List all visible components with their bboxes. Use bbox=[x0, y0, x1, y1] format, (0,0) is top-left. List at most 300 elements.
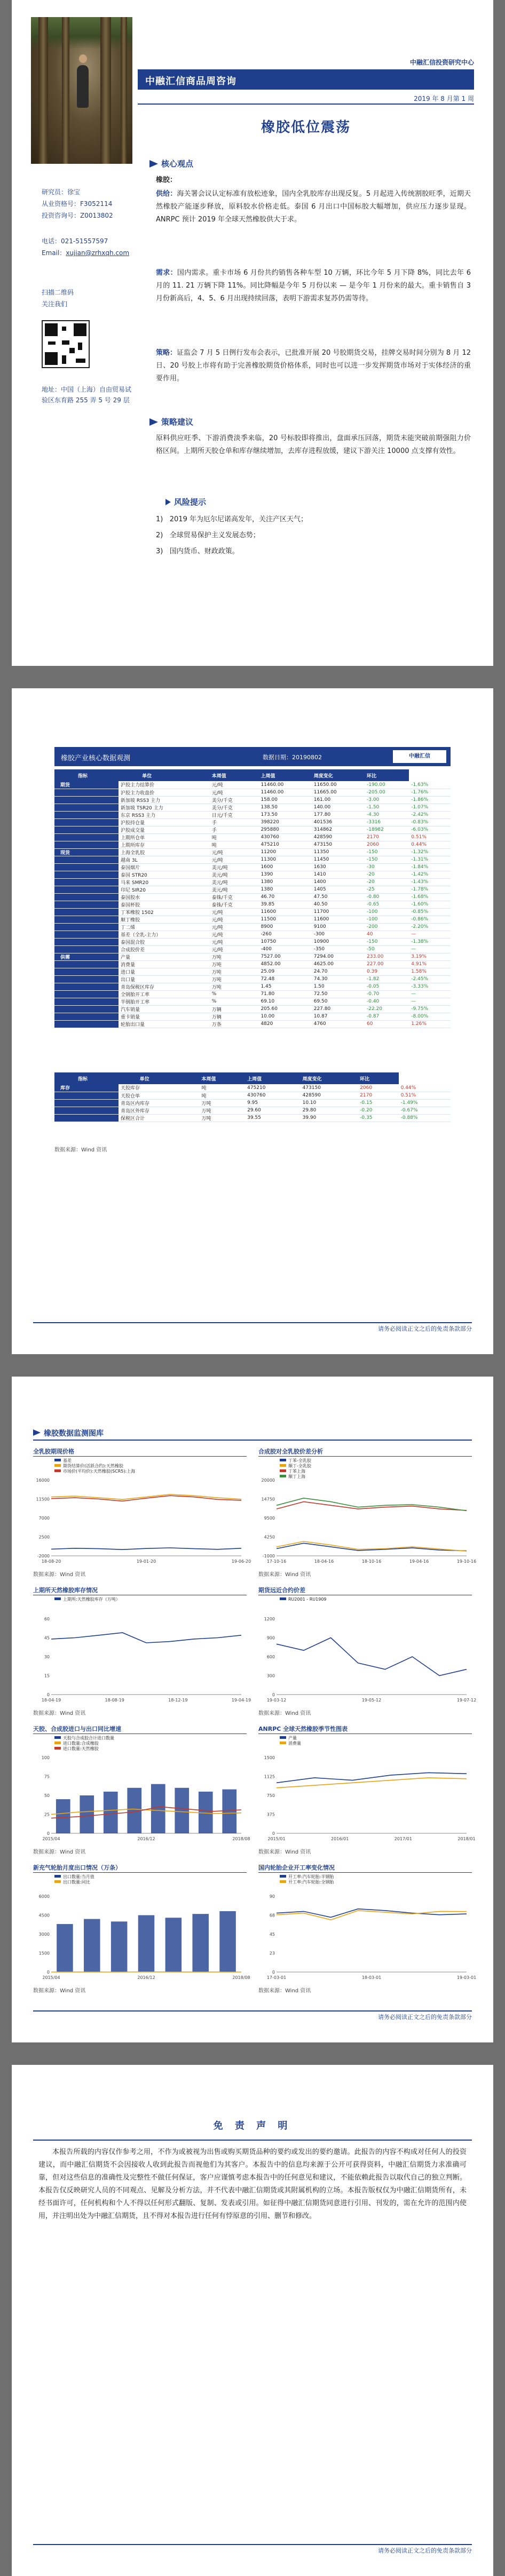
cell-prev: 401536 bbox=[312, 818, 365, 826]
bar bbox=[56, 1799, 70, 1833]
chart bbox=[258, 1724, 476, 1855]
cell-chg: 40 bbox=[365, 931, 409, 938]
cell-chg: -1.50 bbox=[365, 804, 409, 811]
cell-chg: 60 bbox=[365, 1020, 409, 1028]
cell-pct: -1.63% bbox=[409, 781, 451, 789]
cell-pct: -0.83% bbox=[409, 818, 451, 826]
category-cell bbox=[54, 1099, 76, 1107]
x-tick-label: 2016/12 bbox=[137, 1975, 155, 1980]
demand-paragraph: 需求：国内需求。重卡市场 6 月份共约销售各种车型 10 万辆，环比今年 5 月下降 8%，同比去年 6 月的 11. 21 万辆下降 11%。同比降幅是今年 5 月份以来 — 是今年 1 月份来的最大。重卡销售自 3 月份新高后，4、5、6 月出现持续回落，表明下游需求复苏仍需等待。 bbox=[156, 269, 471, 303]
cell-name: 东京 RSS3 主力 bbox=[119, 811, 210, 818]
qr-caption-2: 关注我们 bbox=[42, 300, 68, 308]
cell-cur: -400 bbox=[258, 945, 311, 953]
table-row bbox=[54, 856, 451, 863]
category-cell bbox=[54, 841, 76, 848]
x-tick-label: 18-12-19 bbox=[168, 1698, 188, 1703]
cell-pct: 0.44% bbox=[399, 1084, 451, 1092]
chart bbox=[33, 1447, 251, 1578]
cell-pct: -1.07% bbox=[409, 804, 451, 811]
cell-chg: -100 bbox=[365, 908, 409, 916]
cell-pct: -0.86% bbox=[409, 916, 451, 923]
divider bbox=[33, 2544, 472, 2545]
x-tick-label: 18-10-16 bbox=[361, 1559, 382, 1564]
y-tick-label: 9500 bbox=[264, 1516, 275, 1521]
cell-name: 轮胎出口量 bbox=[119, 1020, 210, 1028]
cell-unit: 元/吨 bbox=[210, 945, 259, 953]
cell-pct: -1.43% bbox=[409, 878, 451, 886]
category-cell bbox=[54, 923, 76, 931]
cell-name: 上期所仓单 bbox=[119, 833, 210, 841]
cell-pct: -1.86% bbox=[409, 796, 451, 804]
y-tick-label: 11500 bbox=[36, 1497, 50, 1502]
cell-name: 青岛区外库存 bbox=[119, 1107, 200, 1114]
page-footer: 请务必阅读正文之后的免责条款部分 bbox=[378, 2014, 472, 2021]
cell-name: 合成胶价差 bbox=[119, 945, 210, 953]
table-row bbox=[54, 841, 451, 848]
table-row bbox=[54, 1013, 451, 1020]
cell-pct: -2.20% bbox=[409, 923, 451, 931]
legend-swatch bbox=[54, 1464, 61, 1467]
cell-name: 天胶仓单 bbox=[119, 1092, 200, 1099]
cell-chg: -0.80 bbox=[365, 893, 409, 901]
strategy-heading: 策略建议 bbox=[149, 416, 193, 427]
issue-date: 2019 年 8 月第 1 周 bbox=[414, 95, 474, 102]
cell-pct: -8.00% bbox=[409, 1013, 451, 1020]
divider bbox=[33, 1322, 472, 1323]
cell-chg: -100 bbox=[365, 916, 409, 923]
cell-chg: -0.65 bbox=[365, 901, 409, 908]
table-row bbox=[54, 863, 451, 871]
table-row bbox=[54, 781, 451, 789]
cell-name: 沪胶主力收盘价 bbox=[119, 789, 210, 796]
cell-chg: -150 bbox=[365, 848, 409, 856]
cell-unit: 万吨 bbox=[210, 953, 259, 960]
table-header-bar bbox=[54, 747, 451, 766]
cell-prev: 473150 bbox=[301, 1084, 358, 1092]
cell-chg: -0.20 bbox=[358, 1107, 398, 1114]
cell-prev: 72.50 bbox=[312, 990, 365, 998]
chart-source: 数据来源：Wind 资讯 bbox=[258, 1849, 311, 1855]
legend-label: RU2001 - RU1909 bbox=[288, 1597, 327, 1602]
cell-chg: 2170 bbox=[358, 1092, 398, 1099]
cell-prev: 11600 bbox=[312, 916, 365, 923]
cell-chg: 2170 bbox=[365, 833, 409, 841]
legend-swatch bbox=[54, 1736, 61, 1739]
cell-cur: 71.80 bbox=[258, 990, 311, 998]
disclaimer-text: 本报告所载的内容仅作参考之用，不作为或被视为出售或购买期货品种的要约或发出的要约邀请。此报告的内容不构成对任何人的投资建议，而中融汇信期货不会因接收人收到此报告而视他们为其客户。本报告中的信息均来源于公开可获得资料，中融汇信期货力求准确可靠，但对这些信息的准确性及完整性不做任何保证，客户应谨慎考虑本报告中的任何意见和建议，不能依赖此报告以取代自己的独立判断。本报告仅反映研究人员的不同观点、见解及分析方法，并不代表中融汇信期货或其附属机构的立场。本报告版权仅为中融汇信期货所有，未经书面许可，任何机构和个人不得以任何形式翻版、复制、发表或引用。如征得中融汇信期货同意进行引用、刊发的，需在允许的范围内使用，并注明出处为中融汇信期货，且不得对本报告进行任何有悖原意的引用、删节和修改。 bbox=[38, 2148, 467, 2220]
cell-chg: -0.35 bbox=[358, 1114, 398, 1122]
cell-chg: -0.87 bbox=[365, 1013, 409, 1020]
cell-name: 青岛区内库存 bbox=[119, 1099, 200, 1107]
legend-label: 顺丁上海 bbox=[288, 1474, 305, 1479]
cell-cur: 475210 bbox=[258, 841, 311, 848]
bar bbox=[138, 1915, 155, 1973]
legend-swatch bbox=[280, 1880, 286, 1883]
cell-chg: 233.00 bbox=[365, 953, 409, 960]
cell-cur: 295880 bbox=[258, 826, 311, 833]
logo: 中融汇信 bbox=[393, 750, 446, 763]
cell-chg: -150 bbox=[365, 856, 409, 863]
cell-name: 基差（全乳-主力） bbox=[119, 931, 210, 938]
cell-prev: 9100 bbox=[312, 923, 365, 931]
cell-cur: 46.70 bbox=[258, 893, 311, 901]
cell-prev: -350 bbox=[312, 945, 365, 953]
y-tick-label: 50 bbox=[44, 1793, 50, 1798]
y-tick-label: -2000 bbox=[37, 1554, 50, 1559]
table-row bbox=[54, 811, 451, 818]
bar bbox=[222, 1790, 236, 1833]
legend-label: 基差 bbox=[63, 1458, 72, 1463]
y-tick-label: 23 bbox=[269, 1951, 275, 1956]
x-tick-label: 19-01-20 bbox=[136, 1559, 156, 1564]
rubber-label: 橡胶： bbox=[156, 176, 177, 184]
table-row bbox=[54, 960, 451, 968]
cell-cur: 11600 bbox=[258, 908, 311, 916]
category-cell bbox=[54, 968, 76, 975]
cell-prev: 11650.00 bbox=[312, 781, 365, 789]
cell-name: 保税区合计 bbox=[119, 1114, 200, 1122]
cell-cur: 39.85 bbox=[258, 901, 311, 908]
table-row bbox=[54, 916, 451, 923]
y-tick-label: 1200 bbox=[264, 1617, 275, 1621]
table-row bbox=[54, 833, 451, 841]
legend-label: 消费量 bbox=[288, 1741, 301, 1746]
cell-prev: 1400 bbox=[312, 878, 365, 886]
cell-prev: 1405 bbox=[312, 886, 365, 893]
cell-unit: 元/吨 bbox=[210, 856, 259, 863]
cell-chg: -0.40 bbox=[365, 998, 409, 1005]
x-tick-label: 2018/01 bbox=[457, 1836, 476, 1841]
y-tick-label: 25 bbox=[44, 1812, 50, 1817]
cell-name: 半钢胎开工率 bbox=[119, 998, 210, 1005]
y-tick-label: 0 bbox=[272, 1692, 275, 1697]
cell-unit: 万辆 bbox=[210, 1005, 259, 1013]
cell-prev: -300 bbox=[312, 931, 365, 938]
cell-unit: 万吨 bbox=[200, 1107, 246, 1114]
category-cell bbox=[54, 826, 76, 833]
cell-unit: 泰铢/千克 bbox=[210, 893, 259, 901]
cell-unit: 万吨 bbox=[200, 1114, 246, 1122]
y-tick-label: 300 bbox=[266, 1673, 275, 1679]
chart-svg bbox=[258, 1734, 476, 1846]
cell-pct: -1.68% bbox=[409, 893, 451, 901]
data-date: 数据日期：20190802 bbox=[263, 754, 322, 761]
category-cell bbox=[54, 1107, 76, 1114]
cell-pct: -1.38% bbox=[409, 938, 451, 945]
cell-cur: 11300 bbox=[258, 856, 311, 863]
cell-cur: 25.09 bbox=[258, 968, 311, 975]
chart bbox=[33, 1724, 250, 1855]
series-line bbox=[277, 1543, 467, 1551]
x-tick-label: 18-04-16 bbox=[314, 1559, 334, 1564]
x-tick-label: 18-03-01 bbox=[361, 1975, 382, 1980]
x-tick-label: 19-03-12 bbox=[266, 1698, 287, 1703]
cell-chg: -205.00 bbox=[365, 789, 409, 796]
cell-cur: 29.60 bbox=[245, 1107, 301, 1114]
chart bbox=[33, 1863, 250, 1994]
cell-name: 上期所库存 bbox=[119, 841, 210, 848]
page-4 bbox=[12, 2065, 493, 2576]
chart-title: 天胶、合成胶进口与出口同比增速 bbox=[33, 1724, 247, 1734]
cell-name: 泰国 STR20 bbox=[119, 871, 210, 878]
cell-chg: -0.70 bbox=[365, 990, 409, 998]
legend-label: 顺丁-全乳胶 bbox=[288, 1464, 311, 1468]
x-tick-label: 19-06-20 bbox=[231, 1559, 251, 1564]
chart-title: 期货远近合约价差 bbox=[258, 1586, 472, 1595]
cell-cur: 4820 bbox=[258, 1020, 311, 1028]
cell-name: 进口量 bbox=[119, 968, 210, 975]
legend-swatch bbox=[54, 1597, 61, 1600]
strategy-detail: 原料供应旺季、下游消费淡季来临，20 号标胶即将推出，盘面承压回落，期货未能突破前期强阻力价格区间。上期所天胶仓单和库存继续增加，去库存进程放缓，建议下游关注 10000 点支撑有效性。 bbox=[156, 434, 471, 455]
cell-chg: -1.82 bbox=[365, 975, 409, 983]
chart-source: 数据来源：Wind 资讯 bbox=[258, 1711, 311, 1716]
cell-unit: 万吨 bbox=[210, 960, 259, 968]
cell-pct: -3.33% bbox=[409, 983, 451, 990]
category-cell bbox=[54, 945, 76, 953]
cell-cur: 205.60 bbox=[258, 1005, 311, 1013]
cell-prev: 161.00 bbox=[312, 796, 365, 804]
cell-prev: 4760 bbox=[312, 1020, 365, 1028]
series-line bbox=[51, 1548, 241, 1549]
category-cell bbox=[54, 916, 76, 923]
cell-unit: 吨 bbox=[200, 1092, 246, 1099]
cell-pct: — bbox=[409, 945, 451, 953]
cell-prev: 227.80 bbox=[312, 1005, 365, 1013]
cell-prev: 7294.00 bbox=[312, 953, 365, 960]
y-tick-label: 0 bbox=[272, 1970, 275, 1975]
email-link[interactable]: xujian@zrhxqh.com bbox=[66, 249, 130, 257]
cell-chg: -190.00 bbox=[365, 781, 409, 789]
cell-pct: -0.88% bbox=[399, 1114, 451, 1122]
cell-pct: -1.78% bbox=[409, 886, 451, 893]
cell-prev: 29.80 bbox=[301, 1107, 358, 1114]
y-tick-label: 16000 bbox=[36, 1478, 50, 1483]
bar bbox=[175, 1788, 189, 1833]
cell-cur: 4852.00 bbox=[258, 960, 311, 968]
cell-chg: -150 bbox=[365, 938, 409, 945]
legend-label: 开工率:汽车轮胎:半钢胎 bbox=[288, 1874, 334, 1879]
cell-unit: 万条 bbox=[210, 1020, 259, 1028]
cell-chg: -200 bbox=[365, 923, 409, 931]
qr-caption: 扫描二维码 bbox=[42, 289, 74, 296]
cell-name: 泰国胶水 bbox=[119, 893, 210, 901]
inventory-table bbox=[54, 1072, 451, 1122]
cell-prev: 11665.00 bbox=[312, 789, 365, 796]
table-title: 橡胶产业核心数据观测 bbox=[61, 754, 131, 762]
cell-unit: 元/吨 bbox=[210, 789, 259, 796]
cell-name: 汽车销量 bbox=[119, 1005, 210, 1013]
page-1 bbox=[12, 0, 493, 666]
cell-name: 越南 3L bbox=[119, 856, 210, 863]
cell-chg: -4.30 bbox=[365, 811, 409, 818]
cell-name: 出口量 bbox=[119, 975, 210, 983]
chart-svg bbox=[258, 1595, 477, 1707]
cell-cur: 430760 bbox=[258, 833, 311, 841]
chart-source: 数据来源：Wind 资讯 bbox=[33, 1572, 86, 1578]
cell-unit: 美元/吨 bbox=[210, 871, 259, 878]
legend-swatch bbox=[280, 1469, 286, 1472]
cell-prev: 24.70 bbox=[312, 968, 365, 975]
cell-prev: 10.10 bbox=[301, 1099, 358, 1107]
arrow-icon bbox=[165, 499, 171, 505]
legend-label: 产量 bbox=[288, 1736, 297, 1740]
y-tick-label: 60 bbox=[44, 1617, 50, 1621]
legend-label: 丁苯上海 bbox=[288, 1469, 305, 1474]
category-cell bbox=[54, 804, 76, 811]
y-tick-label: 45 bbox=[44, 1635, 50, 1641]
legend-swatch bbox=[280, 1736, 286, 1739]
table-row bbox=[54, 1107, 451, 1114]
table-row bbox=[54, 818, 451, 826]
legend-swatch bbox=[280, 1464, 286, 1467]
chart-svg bbox=[33, 1595, 251, 1707]
table-row bbox=[54, 804, 451, 811]
cell-chg: -0.05 bbox=[365, 983, 409, 990]
cell-prev: 39.90 bbox=[301, 1114, 358, 1122]
y-tick-label: 3000 bbox=[38, 1932, 50, 1937]
category-cell bbox=[54, 983, 76, 990]
chart-svg bbox=[33, 1457, 251, 1569]
cell-cur: 72.48 bbox=[258, 975, 311, 983]
cell-cur: 39.55 bbox=[245, 1114, 301, 1122]
analyst-phone: 电话：021-51557597 bbox=[42, 237, 108, 245]
y-tick-label: 15 bbox=[44, 1673, 50, 1679]
legend-swatch bbox=[54, 1459, 61, 1461]
cell-chg: 227.00 bbox=[365, 960, 409, 968]
cell-prev: 140.00 bbox=[312, 804, 365, 811]
table-row bbox=[54, 796, 451, 804]
cell-pct: — bbox=[409, 931, 451, 938]
chart-title: 国内轮胎企业开工率变化情况 bbox=[258, 1863, 472, 1873]
cover-photo bbox=[31, 17, 132, 164]
y-tick-label: 0 bbox=[272, 1831, 275, 1836]
cell-name: 全钢胎开工率 bbox=[119, 990, 210, 998]
legend-swatch bbox=[280, 1459, 286, 1461]
cell-unit: 手 bbox=[210, 826, 259, 833]
y-tick-label: 6000 bbox=[38, 1894, 50, 1899]
table-row bbox=[54, 878, 451, 886]
cell-unit: 元/吨 bbox=[210, 781, 259, 789]
bar bbox=[80, 1795, 94, 1833]
cell-unit: 泰铢/千克 bbox=[210, 901, 259, 908]
bar bbox=[151, 1784, 165, 1833]
legend-label: 市场价(平均价):天然橡胶(SCR5):上海 bbox=[63, 1469, 136, 1474]
cell-cur: 9.95 bbox=[245, 1099, 301, 1107]
legend-swatch bbox=[54, 1742, 61, 1744]
cell-unit: 吨 bbox=[200, 1084, 246, 1092]
cell-cur: 10750 bbox=[258, 938, 311, 945]
legend-label: 丁苯-全乳胶 bbox=[288, 1458, 311, 1463]
category-cell bbox=[54, 1092, 76, 1099]
table-row bbox=[54, 848, 451, 856]
cell-cur: 1600 bbox=[258, 863, 311, 871]
chart-svg bbox=[258, 1457, 477, 1569]
address: 地址：中国（上海）自由贸易试验区东育路 255 弄 5 号 29 层 bbox=[42, 386, 132, 404]
cell-chg: -20 bbox=[365, 878, 409, 886]
legend-swatch bbox=[280, 1597, 286, 1600]
category-cell: 供需 bbox=[54, 953, 76, 960]
y-tick-label: 0 bbox=[46, 1970, 50, 1975]
cell-pct: 0.44% bbox=[409, 841, 451, 848]
category-cell bbox=[54, 789, 76, 796]
table-row bbox=[54, 998, 451, 1005]
cell-pct: 0.51% bbox=[399, 1092, 451, 1099]
table-header-row: 指标 单位 本周值 上周值 周度变化 环比 bbox=[54, 769, 451, 781]
category-cell bbox=[54, 990, 76, 998]
y-tick-label: 1500 bbox=[264, 1755, 275, 1760]
legend-label: 出口数量:同比 bbox=[63, 1880, 90, 1885]
series-line bbox=[277, 1638, 467, 1676]
category-cell bbox=[54, 833, 76, 841]
risk-item: 2) 全球贸易保护主义发展态势； bbox=[156, 531, 260, 539]
cell-name: 丁苯橡胶 1502 bbox=[119, 908, 210, 916]
cell-pct: — bbox=[409, 998, 451, 1005]
y-tick-label: 20000 bbox=[261, 1478, 275, 1483]
y-tick-label: 30 bbox=[44, 1655, 50, 1659]
cell-cur: 475210 bbox=[245, 1084, 301, 1092]
cell-unit: 万吨 bbox=[210, 975, 259, 983]
cell-unit: % bbox=[210, 990, 259, 998]
cell-unit: 元/吨 bbox=[210, 931, 259, 938]
y-tick-label: 0 bbox=[46, 1831, 50, 1836]
cell-unit: 万吨 bbox=[210, 968, 259, 975]
cell-unit: 吨 bbox=[210, 841, 259, 848]
legend-swatch bbox=[54, 1469, 61, 1472]
cell-name: 上海全乳胶 bbox=[119, 848, 210, 856]
y-tick-label: 4250 bbox=[264, 1535, 275, 1540]
x-tick-label: 18-08-19 bbox=[105, 1698, 124, 1703]
table-row bbox=[54, 953, 451, 960]
x-tick-label: 2015/01 bbox=[267, 1836, 286, 1841]
cell-prev: 177.80 bbox=[312, 811, 365, 818]
cell-unit: % bbox=[210, 998, 259, 1005]
y-tick-label: 1125 bbox=[264, 1774, 275, 1779]
legend-label: 进口数量:天然橡胶 bbox=[63, 1746, 99, 1751]
cell-chg: -22.20 bbox=[365, 1005, 409, 1013]
x-tick-label: 17-03-01 bbox=[266, 1975, 287, 1980]
y-tick-label: 7000 bbox=[38, 1516, 50, 1521]
cell-cur: 158.00 bbox=[258, 796, 311, 804]
cell-chg: -50 bbox=[365, 945, 409, 953]
y-tick-label: 0 bbox=[46, 1692, 50, 1697]
category-cell bbox=[54, 811, 76, 818]
table-row bbox=[54, 945, 451, 953]
cell-prev: 47.50 bbox=[312, 893, 365, 901]
bar bbox=[84, 1919, 100, 1972]
cell-prev: 11350 bbox=[312, 848, 365, 856]
risk-item: 1) 2019 年为厄尔尼诺高发年，关注产区天气； bbox=[156, 515, 307, 523]
cell-cur: 1390 bbox=[258, 871, 311, 878]
cell-pct: -1.60% bbox=[409, 901, 451, 908]
x-tick-label: 2017/01 bbox=[394, 1836, 412, 1841]
category-cell bbox=[54, 908, 76, 916]
legend-label: 天胶与合成胶合计进口数量 bbox=[63, 1736, 114, 1740]
cell-chg: -18982 bbox=[365, 826, 409, 833]
page-footer: 请务必阅读正文之后的免责条款部分 bbox=[378, 1325, 472, 1332]
table-row bbox=[54, 931, 451, 938]
section-title: 橡胶数据监测图库 bbox=[33, 1428, 104, 1438]
table-row bbox=[54, 826, 451, 833]
cell-prev: 428590 bbox=[312, 833, 365, 841]
cell-cur: 430760 bbox=[245, 1092, 301, 1099]
x-tick-label: 17-10-16 bbox=[266, 1559, 287, 1564]
cell-unit: 元/吨 bbox=[210, 908, 259, 916]
page-2 bbox=[12, 688, 493, 1354]
disclaimer-title: 免 责 声 明 bbox=[213, 2120, 292, 2132]
table-row bbox=[54, 1114, 451, 1122]
cell-chg: -0.15 bbox=[358, 1099, 398, 1107]
cell-name: 泰国杯胶 bbox=[119, 901, 210, 908]
